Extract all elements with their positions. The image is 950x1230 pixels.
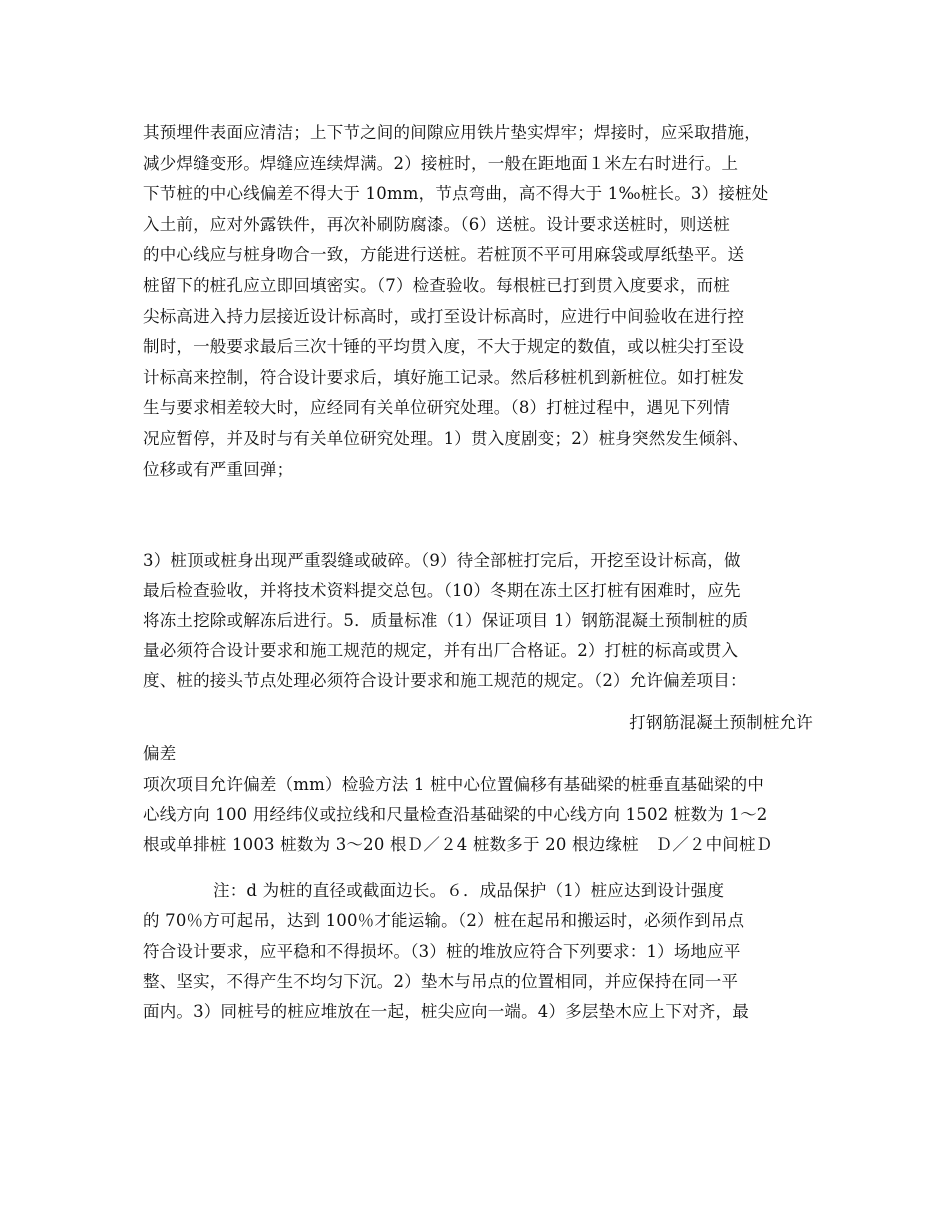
text-line: 生与要求相差较大时，应经同有关单位研究处理。（8）打桩过程中，遇见下列情 bbox=[143, 398, 730, 418]
text-line: 根或单排桩 1003 桩数为 3～20 根Ｄ／２4 桩数多于 20 根边缘桩 Ｄ／２中间桩Ｄ bbox=[143, 835, 773, 854]
text-line: 最后检查验收，并将技术资料提交总包。（10）冬期在冻土区打桩有困难时，应先 bbox=[143, 581, 741, 600]
text-line: 计标高来控制，符合设计要求后，填好施工记录。然后移桩机到新桩位。如打桩发 bbox=[143, 367, 745, 387]
note-line: 注：d 为桩的直径或截面边长。６．成品保护（1）桩应达到设计强度 bbox=[213, 881, 725, 900]
text-line: 减少焊缝变形。焊缝应连续焊满。2）接桩时，一般在距地面１米左右时进行。上 bbox=[143, 153, 739, 173]
table-caption-continued: 偏差 bbox=[143, 743, 177, 763]
text-line: 的中心线应与桩身吻合一致，方能进行送桩。若桩顶不平可用麻袋或厚纸垫平。送 bbox=[143, 245, 745, 265]
text-line: 尖标高进入持力层接近设计标高时，或打至设计标高时，应进行中间验收在进行控 bbox=[143, 306, 745, 326]
text-line: 况应暂停，并及时与有关单位研究处理。1）贯入度剧变；2）桩身突然发生倾斜、 bbox=[143, 428, 749, 448]
table-caption-line: 打钢筋混凝土预制桩允许 bbox=[629, 713, 813, 732]
text-line: 制时，一般要求最后三次十锤的平均贯入度，不大于规定的数值，或以桩尖打至设 bbox=[143, 337, 745, 357]
text-line: 整、坚实，不得产生不均匀下沉。2）垫木与吊点的位置相同，并应保持在同一平 bbox=[143, 971, 739, 991]
text-line: 的 70％方可起吊，达到 100％才能运输。（2）桩在起吊和搬运时，必须作到吊点 bbox=[143, 911, 745, 931]
body-paragraph-4 bbox=[143, 876, 813, 1027]
text-line: 项次项目允许偏差（mm）检验方法 1 桩中心位置偏移有基础梁的桩垂直基础梁的中 bbox=[143, 775, 765, 794]
text-line: 面内。3）同桩号的桩应堆放在一起，桩尖应向一端。4）多层垫木应上下对齐，最 bbox=[143, 1002, 749, 1022]
text-line: 度、桩的接头节点处理必须符合设计要求和施工规范的规定。（2）允许偏差项目： bbox=[143, 671, 747, 690]
text-line: 桩留下的桩孔应立即回填密实。（7）检查验收。每根桩已打到贯入度要求，而桩 bbox=[143, 275, 730, 295]
table-caption bbox=[143, 708, 813, 769]
text-line: 将冻土挖除或解冻后进行。5．质量标准（1）保证项目 1）钢筋混凝土预制桩的质 bbox=[143, 611, 749, 630]
text-line: 位移或有严重回弹； bbox=[143, 459, 294, 479]
body-paragraph-1 bbox=[143, 118, 813, 485]
text-line: 入土前，应对外露铁件，再次补刷防腐漆。（6）送桩。设计要求送桩时，则送桩 bbox=[143, 214, 730, 234]
text-line: 符合设计要求，应平稳和不得损坏。（3）桩的堆放应符合下列要求：1）场地应平 bbox=[143, 941, 741, 961]
text-line: 3）桩顶或桩身出现严重裂缝或破碎。（9）待全部桩打完后，开挖至设计标高，做 bbox=[143, 551, 741, 570]
text-line: 下节桩的中心线偏差不得大于 10mm，节点弯曲，高不得大于 1‰桩长。3）接桩处 bbox=[143, 184, 769, 204]
text-line: 心线方向 100 用经纬仪或拉线和尺量检查沿基础梁的中心线方向 1502 桩数为 1～2 bbox=[143, 805, 768, 824]
body-paragraph-2 bbox=[143, 546, 813, 696]
table-flattened-text bbox=[143, 770, 813, 860]
text-line: 其预埋件表面应清洁；上下节之间的间隙应用铁片垫实焊牢；焊接时，应采取措施， bbox=[143, 123, 761, 142]
text-line: 量必须符合设计要求和施工规范的规定，并有出厂合格证。2）打桩的标高或贯入 bbox=[143, 641, 739, 660]
